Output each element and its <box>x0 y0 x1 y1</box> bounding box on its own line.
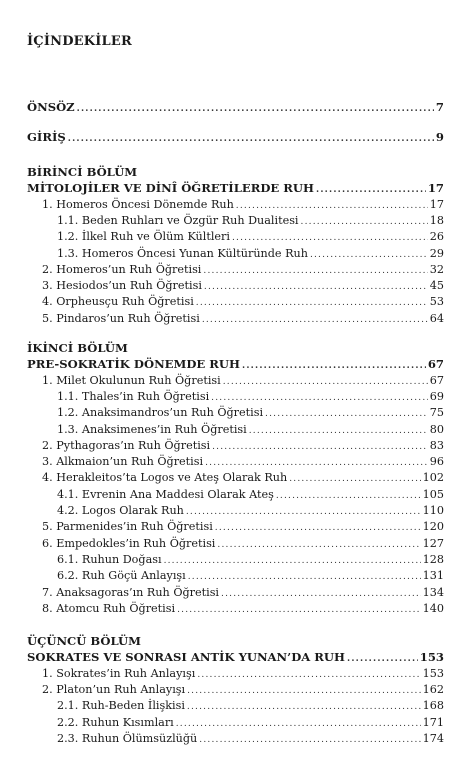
toc-subsection-entry <box>57 568 444 584</box>
part-title <box>27 649 444 665</box>
part-label: BİRİNCİ BÖLÜM <box>27 165 138 179</box>
toc-entry-page: 162 <box>422 682 444 696</box>
toc-entry-page: 75 <box>429 406 444 420</box>
toc-entry-page: 32 <box>429 262 444 276</box>
toc-entry-page: 26 <box>429 230 444 244</box>
toc-entry-page: 67 <box>427 357 444 372</box>
dot-leader <box>249 423 428 439</box>
toc-subsection-entry <box>57 487 444 503</box>
toc-entry-title: 5. Pindaros’un Ruh Öğretisi <box>42 311 200 325</box>
toc-chapter-entry <box>42 519 444 535</box>
dot-leader <box>68 131 434 147</box>
toc-entry-title: 1.3. Anaksimenes’in Ruh Öğretisi <box>57 422 247 436</box>
toc-chapter-entry <box>42 262 444 278</box>
part-title <box>27 356 444 372</box>
toc-heading: İÇİNDEKİLER <box>27 34 133 49</box>
toc-chapter-entry <box>42 601 444 617</box>
toc-entry-title: 2. Homeros’un Ruh Öğretisi <box>42 262 202 276</box>
dot-leader <box>77 101 434 117</box>
toc-subsection-entry <box>57 715 444 731</box>
toc-chapter-entry <box>42 438 444 454</box>
toc-entry-page: 131 <box>422 569 444 583</box>
toc-chapter-entry <box>42 197 444 213</box>
dot-leader <box>187 699 421 715</box>
toc-entry-title: SOKRATES VE SONRASI ANTİK YUNAN’DA RUH <box>27 650 345 665</box>
toc-entry-title: 2.1. Ruh-Beden İlişkisi <box>57 699 185 713</box>
toc-entry-page: 127 <box>422 536 444 550</box>
toc-entry-title: 3. Hesiodos’un Ruh Öğretisi <box>42 279 202 293</box>
dot-leader <box>176 716 421 732</box>
toc-entry-title: 6. Empedokles’in Ruh Öğretisi <box>42 536 216 550</box>
toc-entry-title: 1.1. Thales’in Ruh Öğretisi <box>57 389 210 403</box>
toc-entry-page: 174 <box>422 731 444 745</box>
dot-leader <box>197 667 420 683</box>
toc-subsection-entry <box>57 229 444 245</box>
toc-entry-page: 29 <box>429 246 444 260</box>
toc-entry-page: 153 <box>422 666 444 680</box>
dot-leader <box>188 569 421 585</box>
toc-entry-title: 6.2. Ruh Göçü Anlayışı <box>57 569 186 583</box>
toc-entry-title: 2. Platon’un Ruh Anlayışı <box>42 682 186 696</box>
toc-entry-page: 171 <box>422 715 444 729</box>
toc-chapter-entry <box>42 682 444 698</box>
dot-leader <box>211 390 428 406</box>
toc-entry-title: 4. Herakleitos’ta Logos ve Ateş Olarak Ruh <box>42 471 288 485</box>
toc-subsection-entry <box>57 389 444 405</box>
dot-leader <box>301 214 428 230</box>
toc-entry-page: 9 <box>435 130 444 144</box>
toc-chapter-entry <box>42 294 444 310</box>
toc-subsection-entry <box>57 552 444 568</box>
toc-entry-page: 140 <box>422 601 444 615</box>
dot-leader <box>276 488 421 504</box>
toc-entry-page: 96 <box>429 455 444 469</box>
toc-subsection-entry <box>57 698 444 714</box>
toc-chapter-entry <box>42 666 444 682</box>
toc-chapter-entry <box>42 470 444 486</box>
toc-entry-page: 105 <box>422 487 444 501</box>
toc-entry-title: 5. Parmenides’in Ruh Öğretisi <box>42 520 213 534</box>
toc-entry-page: 102 <box>422 471 444 485</box>
toc-subsection-entry <box>57 246 444 262</box>
toc-entry-page: 80 <box>429 422 444 436</box>
toc-entry-title: 6.1. Ruhun Doğası <box>57 552 162 566</box>
toc-subsection-entry <box>57 731 444 747</box>
dot-leader <box>204 279 428 295</box>
toc-entry-page: 110 <box>422 504 444 517</box>
part-label: İKİNCİ BÖLÜM <box>27 341 128 355</box>
toc-entry-title: 1. Sokrates’in Ruh Anlayışı <box>42 666 196 680</box>
toc-entry-title: 1.2. Anaksimandros’un Ruh Öğretisi <box>57 406 264 420</box>
toc-chapter-entry <box>42 536 444 552</box>
toc-entry-title: MİTOLOJİLER VE DİNÎ ÖĞRETİLERDE RUH <box>27 181 314 196</box>
toc-entry-page: 67 <box>429 373 444 387</box>
toc-entry-page: 153 <box>419 650 444 665</box>
toc-subsection-entry <box>57 422 444 438</box>
dot-leader <box>223 374 428 390</box>
toc-entry-title: 2.2. Ruhun Kısımları <box>57 715 174 729</box>
toc-entry-title: GİRİŞ <box>27 130 66 144</box>
toc-entry-title: 2. Pythagoras’ın Ruh Öğretisi <box>42 438 211 452</box>
dot-leader <box>217 537 420 553</box>
part-title <box>27 180 444 196</box>
dot-leader <box>232 230 428 246</box>
toc-subsection-entry <box>57 503 444 519</box>
toc-subsection-entry <box>57 405 444 421</box>
toc-entry-page: 7 <box>435 100 444 114</box>
toc-entry-page: 17 <box>427 181 444 196</box>
toc-entry-title: 1.3. Homeros Öncesi Yunan Kültüründe Ruh <box>57 246 308 260</box>
toc-entry-title: ÖNSÖZ <box>27 100 75 114</box>
toc-entry-page: 45 <box>429 279 444 293</box>
toc-entry-title: 4. Orpheusçu Ruh Öğretisi <box>42 295 194 309</box>
dot-leader <box>203 263 427 279</box>
dot-leader <box>196 295 428 311</box>
dot-leader <box>212 439 428 455</box>
toc-entry-giris <box>27 129 444 145</box>
part-label: ÜÇÜNCÜ BÖLÜM <box>27 634 141 648</box>
toc-entry-page: 120 <box>422 520 444 534</box>
toc-entry-title: 7. Anaksagoras’ın Ruh Öğretisi <box>42 585 220 599</box>
dot-leader <box>215 520 421 536</box>
toc-entry-page: 83 <box>429 438 444 452</box>
dot-leader <box>221 586 421 602</box>
toc-entry-page: 18 <box>429 213 444 227</box>
toc-entry-page: 53 <box>429 295 444 309</box>
toc-entry-page: 168 <box>422 699 444 713</box>
toc-chapter-entry <box>42 278 444 294</box>
toc-entry-page: 134 <box>422 585 444 599</box>
toc-chapter-entry <box>42 454 444 470</box>
dot-leader <box>202 312 428 328</box>
toc-chapter-entry <box>42 311 444 327</box>
toc-entry-title: PRE-SOKRATİK DÖNEMDE RUH <box>27 357 240 372</box>
dot-leader <box>310 247 428 263</box>
dot-leader <box>177 602 421 618</box>
toc-entry-title: 8. Atomcu Ruh Öğretisi <box>42 601 176 615</box>
toc-entry-title: 1. Milet Okulunun Ruh Öğretisi <box>42 373 221 387</box>
dot-leader <box>265 406 428 422</box>
toc-entry-title: 1. Homeros Öncesi Dönemde Ruh <box>42 197 234 211</box>
dot-leader <box>186 504 421 520</box>
dot-leader <box>187 683 421 699</box>
toc-entry-title: 1.1. Beden Ruhları ve Özgür Ruh Dualitesi <box>57 213 299 227</box>
dot-leader <box>205 455 428 471</box>
toc-entry-page: 17 <box>429 197 444 211</box>
toc-subsection-entry <box>57 213 444 229</box>
dot-leader <box>164 553 421 569</box>
dot-leader <box>236 198 428 214</box>
toc-chapter-entry <box>42 585 444 601</box>
toc-entry-onsoz <box>27 99 444 115</box>
toc-chapter-entry <box>42 373 444 389</box>
toc-entry-title: 4.2. Logos Olarak Ruh <box>57 504 184 517</box>
toc-entry-title: 3. Alkmaion’un Ruh Öğretisi <box>42 455 204 469</box>
toc-entry-page: 69 <box>429 389 444 403</box>
toc-entry-title: 2.3. Ruhun Ölümsüzlüğü <box>57 731 198 745</box>
toc-entry-page: 64 <box>429 311 444 325</box>
toc-entry-title: 4.1. Evrenin Ana Maddesi Olarak Ateş <box>57 487 274 501</box>
dot-leader <box>199 732 420 748</box>
toc-entry-page: 128 <box>422 552 444 566</box>
dot-leader <box>289 471 420 487</box>
toc-entry-title: 1.2. İlkel Ruh ve Ölüm Kültleri <box>57 230 230 244</box>
